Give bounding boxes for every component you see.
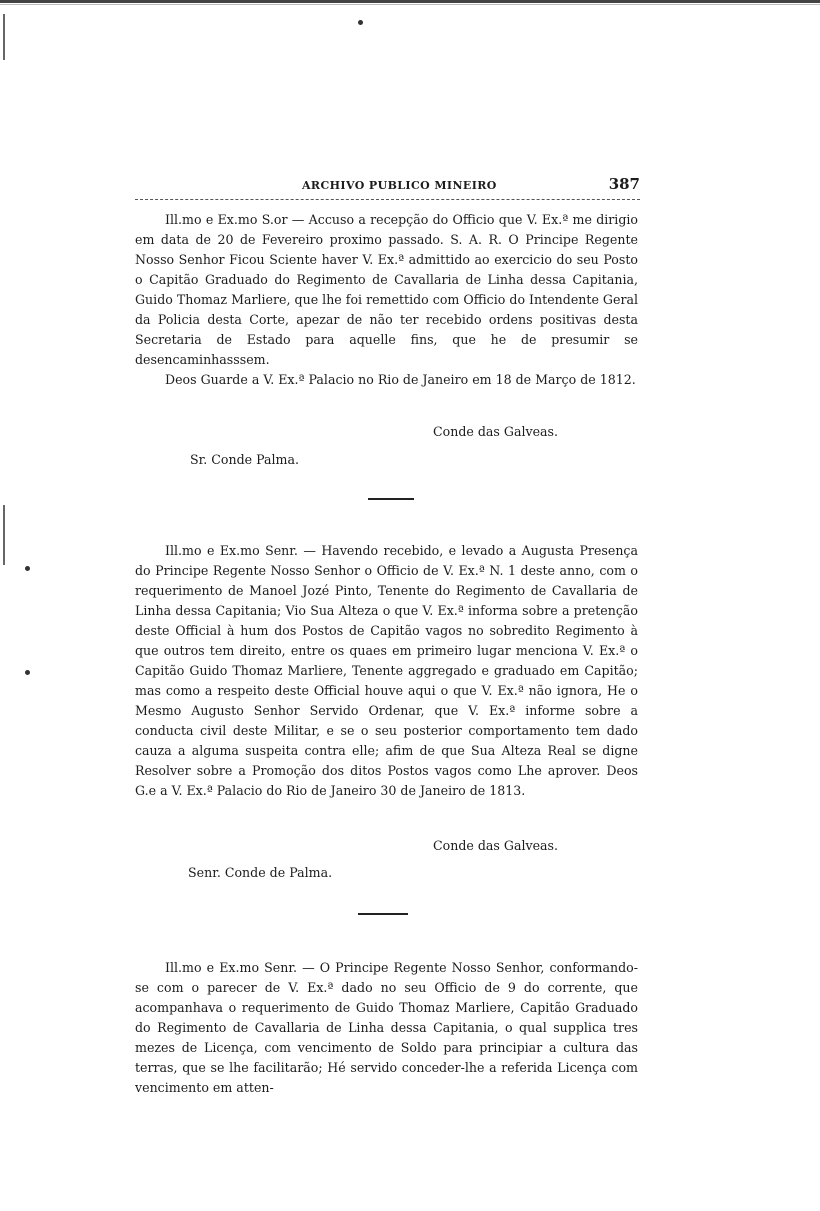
letter-1-recipient: Sr. Conde Palma. — [190, 452, 300, 467]
page-header — [135, 172, 640, 200]
running-title: ARCHIVO PUBLICO MINEIRO — [302, 179, 497, 192]
section-separator — [358, 913, 408, 915]
section-separator — [368, 498, 414, 500]
scan-speck — [25, 670, 30, 675]
scan-left-edge-mark — [3, 14, 5, 60]
letter-3-body: Ill.mo e Ex.mo Senr. — O Principe Regente Nosso Senhor, conformando-se com o parecer de V. Ex.ª dado no seu Officio de 9 do corrente, que acompanhava o requerimento de Guido Thomaz Marliere, Capitão Graduado do Regimento de Cavallaria de Linha dessa Capitania, o qual supplica tres mezes de Licença, com vencimento de Soldo para principiar a cultura das terras, que se lhe facilitarão; Hé servido conceder-lhe a referida Licença com vencimento em atten- — [135, 960, 638, 1095]
page-number: 387 — [608, 175, 640, 193]
letter-2-recipient: Senr. Conde de Palma. — [188, 865, 333, 880]
letter-2 — [135, 541, 638, 801]
scan-left-edge-mark — [3, 505, 5, 565]
scan-top-border-shadow — [0, 4, 820, 5]
header-rule — [135, 199, 640, 200]
letter-2-body: Ill.mo e Ex.mo Senr. — Havendo recebido, e levado a Augusta Presença do Principe Regente Nosso Senhor o Officio de V. Ex.ª N. 1 deste anno, com o requerimento de Manoel Jozé Pinto, Tenente do Regimento de Cavallaria de Linha dessa Capitania; Vio Sua Alteza o que V. Ex.ª informa sobre a pretenção deste Official à hum dos Postos de Capitão vagos no sobredito Regimento à que outros tem direito, entre os quaes em primeiro lugar menciona V. Ex.ª o Capitão Guido Thomaz Marliere, Tenente aggregado e graduado em Capitão; mas como a respeito deste Official houve aqui o que V. Ex.ª não ignora, He o Mesmo Augusto Senhor Servido Ordenar, que V. Ex.ª informe sobre a conducta civil deste Militar, e se o seu posterior comportamento tem dado cauza a alguma suspeita contra elle; afim de que Sua Alteza Real se digne Resolver sobre a Promoção dos ditos Postos vagos como Lhe aprover. Deos G.e a V. Ex.ª Palacio do Rio de Janeiro 30 de Janeiro de 1813. — [135, 543, 638, 798]
letter-2-signature: Conde das Galveas. — [433, 838, 559, 853]
letter-1-body: Ill.mo e Ex.mo S.or — Accuso a recepção do Officio que V. Ex.ª me dirigio em data de 20 de Fevereiro proximo passado. S. A. R. O Principe Regente Nosso Senhor Ficou Sciente haver V. Ex.ª admittido ao exercicio do seu Posto o Capitão Graduado do Regimento de Cavallaria de Linha dessa Capitania, Guido Thomaz Marliere, que lhe foi remettido com Officio do Intendente Geral da Policia desta Corte, apezar de não ter recebido ordens positivas desta Secretaria de Estado para aquelle fins, que he de presumir se desencaminhasssem. — [135, 212, 638, 367]
letter-1 — [135, 210, 638, 390]
scan-top-border — [0, 0, 820, 3]
letter-3 — [135, 958, 638, 1098]
letter-1-signature: Conde das Galveas. — [433, 424, 559, 439]
scan-speck — [25, 566, 30, 571]
scan-speck — [358, 20, 363, 25]
letter-1-closing: Deos Guarde a V. Ex.ª Palacio no Rio de Janeiro em 18 de Março de 1812. — [165, 372, 636, 387]
